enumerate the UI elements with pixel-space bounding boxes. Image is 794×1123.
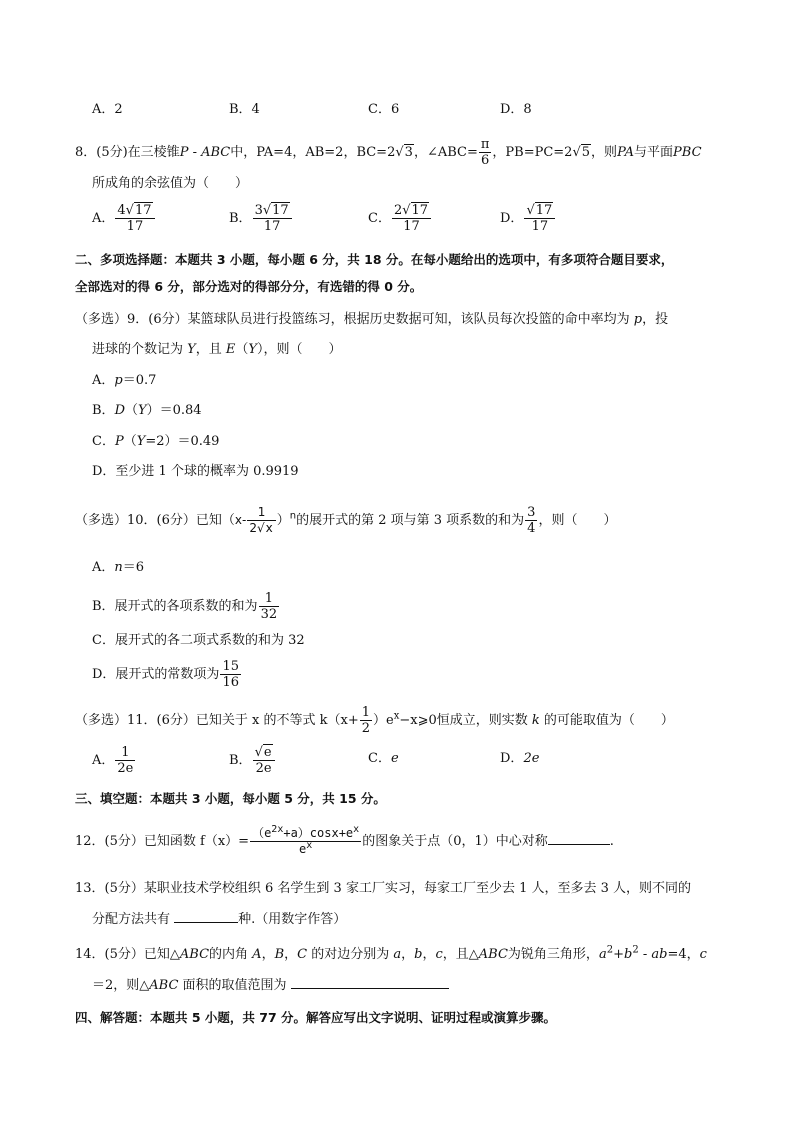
q13-line2: 分配方法共有 种.（用数字作答） — [92, 912, 347, 927]
sqrt-5: √5 — [572, 145, 591, 160]
q8-option-d: D． $\frac{√17}{17}$ — [500, 203, 556, 234]
q8-pbc: PBC — [673, 145, 702, 160]
q8-line2: 所成角的余弦值为（ ） — [92, 176, 249, 191]
question-10-stem: （多选）10．(6分）已知（x- $\frac{1}{2√x}$ ）$^n$的展开式的第 2 项与第 3 项系数的和为 $\frac{3}{4}$ ，则（ ） — [75, 505, 617, 536]
q7-option-b: B．4 — [229, 102, 260, 117]
q8-pa: PA — [617, 145, 635, 160]
section-2-heading: 二、多项选择题：本题共 3 小题，每小题 6 分，共 18 分。在每小题给出的选项中，有多项符合题目要求， — [75, 252, 674, 267]
q8-angle: ，∠ABC= — [413, 145, 478, 160]
q8-pbpc: ，PB=PC=2 — [492, 145, 573, 160]
q8-option-b: B． $\frac{3√17}{17}$ — [229, 203, 293, 234]
question-14-stem: 14．(5分）已知△ABC的内角 A，B，C 的对边分别为 a，b，c，且△ABC为锐角三角形，$a^2+b^2 - ab=4$，c — [75, 944, 707, 962]
sqrt-3: √3 — [395, 145, 413, 160]
q9-option-a: A．p＝0.7 — [92, 373, 157, 388]
q8-option-a: A． $\frac{4√17}{17}$ — [92, 203, 156, 234]
q7-option-a: A．2 — [92, 102, 123, 117]
q8-then: ，则 — [591, 145, 618, 160]
q7-option-c: C．6 — [368, 102, 400, 117]
q9-option-b: B．D（Y）＝0.84 — [92, 403, 202, 418]
question-11-stem: （多选）11．(6分）已知关于 x 的不等式 k（x+ $\frac{1}{2}$ ）$e^x-x⩾0$恒成立，则实数 k 的可能取值为（ ） — [75, 705, 674, 736]
q12-answer-blank[interactable] — [548, 832, 610, 845]
q13-answer-blank[interactable] — [174, 910, 238, 923]
question-13-stem: 13．(5分）某职业技术学校组织 6 名学生到 3 家工厂实习，每家工厂至少去 1 人，至多去 3 人，则不同的 — [75, 881, 692, 896]
q11-option-b: B． $\frac{√e}{2e}$ — [229, 745, 276, 776]
section-2-line2: 全部选对的得 6 分，部分选对的得部分分，有选错的得 0 分。 — [75, 279, 423, 294]
pi-over-6: $\frac{\pi}{6}$ — [480, 137, 490, 168]
q9-option-c: C．P（Y=2）＝0.49 — [92, 434, 220, 449]
q9-line2: 进球的个数记为 Y，且 E（Y），则（ ） — [92, 342, 342, 357]
q11-option-c: C．e — [368, 751, 399, 766]
q7-option-d: D．8 — [500, 102, 532, 117]
q10-option-b: B．展开式的各项系数的和为 $\frac{1}{32}$ — [92, 591, 278, 622]
question-12-stem: 12．(5分）已知函数 f（x）= $\frac{(e^{2x}+a)\cos x+e^x}{e^x}$ 的图象关于点（0，1）中心对称 . — [75, 824, 614, 856]
section-4-heading: 四、解答题：本题共 5 小题，共 77 分。解答应写出文字说明、证明过程或演算步骤。 — [75, 1010, 557, 1025]
q14-answer-blank[interactable] — [291, 976, 449, 989]
q14-line2: ＝2，则△ABC 面积的取值范围为 — [92, 976, 449, 995]
q9-option-d: D．至少进 1 个球的概率为 0.9919 — [92, 464, 299, 479]
q10-option-c: C．展开式的各二项式系数的和为 32 — [92, 633, 305, 648]
q8-pyramid: P - ABC — [179, 145, 231, 160]
question-9-stem: （多选）9．(6分）某篮球队员进行投篮练习，根据历史数据可知，该队员每次投篮的命中率均为 p，投 — [75, 312, 669, 327]
q11-option-d: D．2e — [500, 751, 540, 766]
q10-option-a: A．n＝6 — [92, 560, 145, 575]
q8-number: 8．(5分)在三棱锥 — [75, 145, 180, 160]
q8-plane: 与平面 — [634, 145, 674, 160]
section-3-heading: 三、填空题：本题共 3 小题，每小题 5 分，共 15 分。 — [75, 791, 386, 806]
q8-option-c: C． $\frac{2√17}{17}$ — [368, 203, 432, 234]
q8-text: 中，PA=4，AB=2，BC=2 — [230, 145, 396, 160]
question-8-stem — [75, 136, 702, 170]
q10-option-d: D．展开式的常数项为 $\frac{15}{16}$ — [92, 659, 239, 690]
q11-option-a: A． $\frac{1}{2e}$ — [92, 745, 134, 776]
